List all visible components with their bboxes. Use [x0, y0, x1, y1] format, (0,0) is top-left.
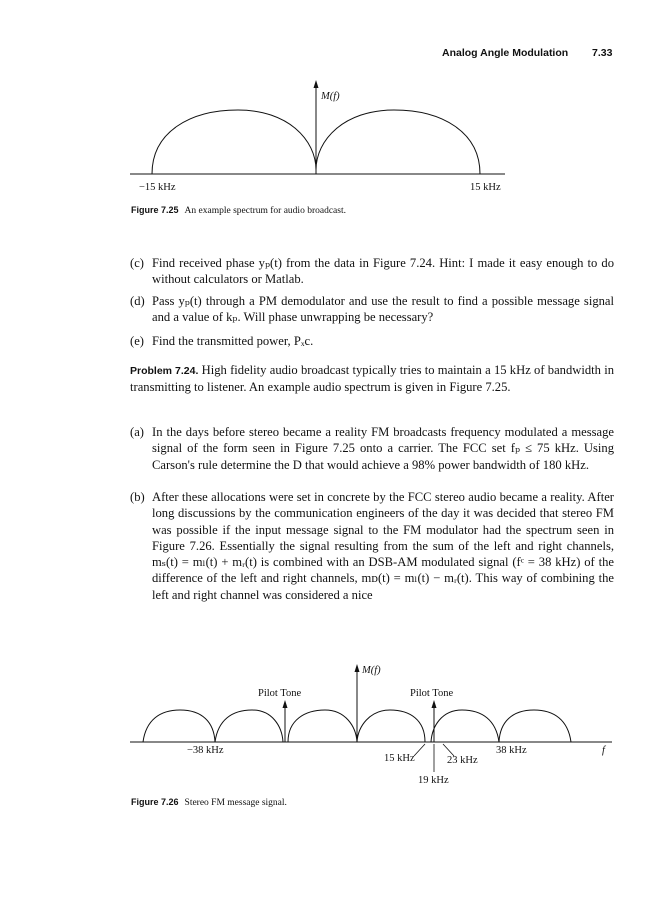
fig26-tick-38: 38 kHz [496, 745, 527, 756]
fig26-pilot-left-arrowhead [283, 700, 288, 708]
fig26-lobe-4 [357, 710, 425, 742]
fig26-lobe-1 [143, 710, 215, 742]
fig25-caption-label: Figure 7.25 [131, 205, 179, 215]
fig26-tick-neg38: −38 kHz [187, 745, 224, 756]
item-marker: (b) [130, 490, 145, 504]
fig26-arrowhead [355, 664, 360, 672]
fig25-tick-left: −15 kHz [139, 182, 176, 193]
page-number: 7.33 [592, 47, 613, 59]
item-text: In the days before stereo became a reality FM broadcasts frequency modulated a message signal of the form seen in Figure 7.25 onto a carrier. The FCC set fₚ ≤ 75 kHz. Using Carson's rule determine the D that would achieve a 98% power bandwidth of 180 kHz. [152, 425, 614, 472]
fig26-leader-15 [414, 744, 425, 756]
fig26-caption-text: Stereo FM message signal. [184, 798, 287, 808]
fig26-lobe-6 [499, 710, 571, 742]
item-text: Find received phase yₚ(t) from the data in Figure 7.24. Hint: I made it easy enough to do without calculators or Matlab. [152, 256, 614, 287]
fig26-lobe-5 [431, 710, 499, 742]
item-text: Find the transmitted power, Pₓc. [152, 334, 314, 348]
fig26-pilot-right-arrowhead [432, 700, 437, 708]
fig26-tick-19: 19 kHz [418, 775, 449, 786]
item-marker: (e) [130, 334, 144, 348]
item-text: Pass yₚ(t) through a PM demodulator and use the result to find a possible message signal and a value of kₚ. Will phase unwrapping be necessary? [152, 294, 614, 325]
fig25-axis-label: M(f) [321, 91, 340, 102]
fig25-caption-text: An example spectrum for audio broadcast. [184, 206, 346, 216]
fig26-tick-23: 23 kHz [447, 755, 478, 766]
fig26-axis-label: M(f) [362, 665, 381, 676]
fig26-lobe-3 [288, 710, 357, 742]
problem-text: High fidelity audio broadcast typically tries to maintain a 15 kHz of bandwidth in transmitting to listener. An example audio spectrum is given in Figure 7.25. [130, 363, 615, 395]
item-marker: (c) [130, 256, 144, 270]
fig26-axis-end: f [602, 745, 605, 756]
fig26-pilot-right-label: Pilot Tone [410, 688, 454, 699]
fig26-lobe-2 [215, 710, 283, 742]
fig26-tick-15: 15 kHz [384, 753, 415, 764]
fig26-pilot-left-label: Pilot Tone [258, 688, 302, 699]
item-text: After these allocations were set in concrete by the FCC stereo audio became a reality. After long discussions by the communication engineers of the day it was decided that stereo FM was possible if the input message signal to the FM modulator had the spectrum seen in Figure 7.26. Essentially the signal resulting from the sum of the left and right channels, mₛ(t) = mₗ(t) + mᵣ(t) is combined with an DSB-AM modulated signal (fᶜ = 38 kHz) of the difference of the left and right channels, mᴅ(t) = mₗ(t) − mᵣ(t). This way of combining the left and right channel was considered a nice [152, 490, 614, 602]
fig25-tick-right: 15 kHz [470, 182, 501, 193]
item-marker: (d) [130, 294, 145, 308]
item-marker: (a) [130, 425, 144, 439]
fig26-caption [131, 797, 287, 808]
problem-label: Problem 7.24. [130, 365, 199, 377]
running-title: Analog Angle Modulation [442, 47, 569, 59]
fig26-caption-label: Figure 7.26 [131, 797, 179, 807]
